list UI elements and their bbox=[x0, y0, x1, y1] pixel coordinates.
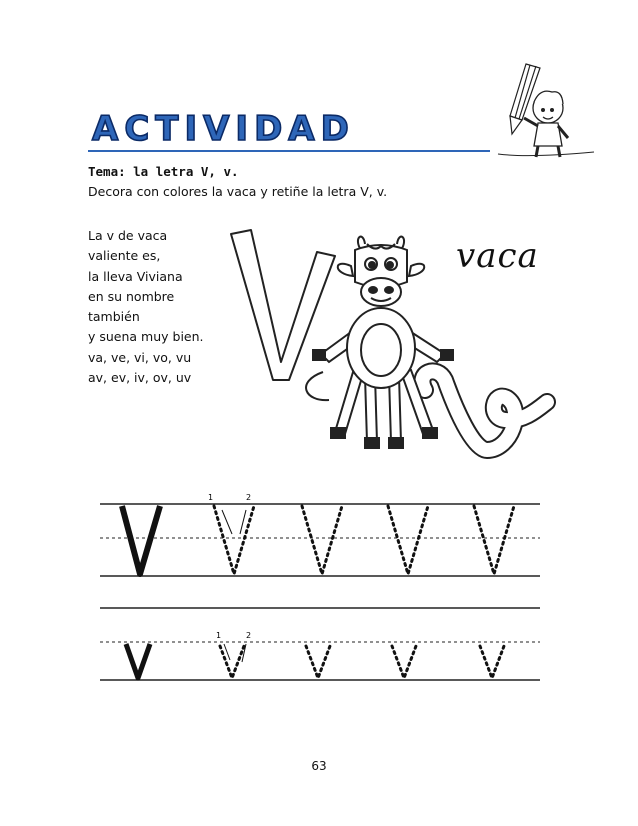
dotted-uppercase-v bbox=[302, 506, 342, 574]
poem-line: la lleva Viviana bbox=[88, 268, 183, 284]
dotted-uppercase-v bbox=[388, 506, 428, 574]
poem-line: y suena muy bien. bbox=[88, 329, 204, 345]
dotted-lowercase-v bbox=[480, 646, 504, 678]
poem-line: va, ve, vi, vo, vu bbox=[88, 349, 192, 365]
dotted-uppercase-v bbox=[214, 506, 254, 574]
topic-label: Tema: la letra V, v. bbox=[88, 164, 239, 179]
stroke-number-2: 2 bbox=[246, 493, 252, 502]
poem-line: av, ev, iv, ov, uv bbox=[88, 370, 192, 386]
poem bbox=[88, 226, 204, 388]
dotted-uppercase-v bbox=[474, 506, 514, 574]
poem-line: también bbox=[88, 309, 140, 325]
poem-line: La v de vaca bbox=[88, 228, 168, 243]
activity-title-text: ACTIVIDAD bbox=[92, 109, 355, 149]
poem-line: en su nombre bbox=[88, 288, 175, 304]
boy-with-pencil-icon bbox=[488, 60, 598, 160]
dotted-lowercase-v bbox=[392, 646, 416, 678]
instruction-text: Decora con colores la vaca y retiñe la letra V, v. bbox=[88, 184, 388, 199]
dotted-lowercase-v bbox=[220, 646, 244, 678]
model-lowercase-v bbox=[126, 644, 150, 678]
poem-line: valiente es, bbox=[88, 248, 161, 264]
stroke-number-1: 1 bbox=[208, 493, 214, 502]
dotted-lowercase-v bbox=[306, 646, 330, 678]
tracing-practice bbox=[100, 488, 540, 698]
activity-title bbox=[90, 104, 510, 150]
stroke-number-1: 1 bbox=[216, 631, 222, 640]
word-vaca: vaca bbox=[456, 236, 539, 276]
model-uppercase-v bbox=[122, 506, 160, 574]
stroke-number-2: 2 bbox=[246, 631, 252, 640]
page-number: 63 bbox=[311, 759, 327, 773]
header-rule bbox=[88, 150, 490, 152]
